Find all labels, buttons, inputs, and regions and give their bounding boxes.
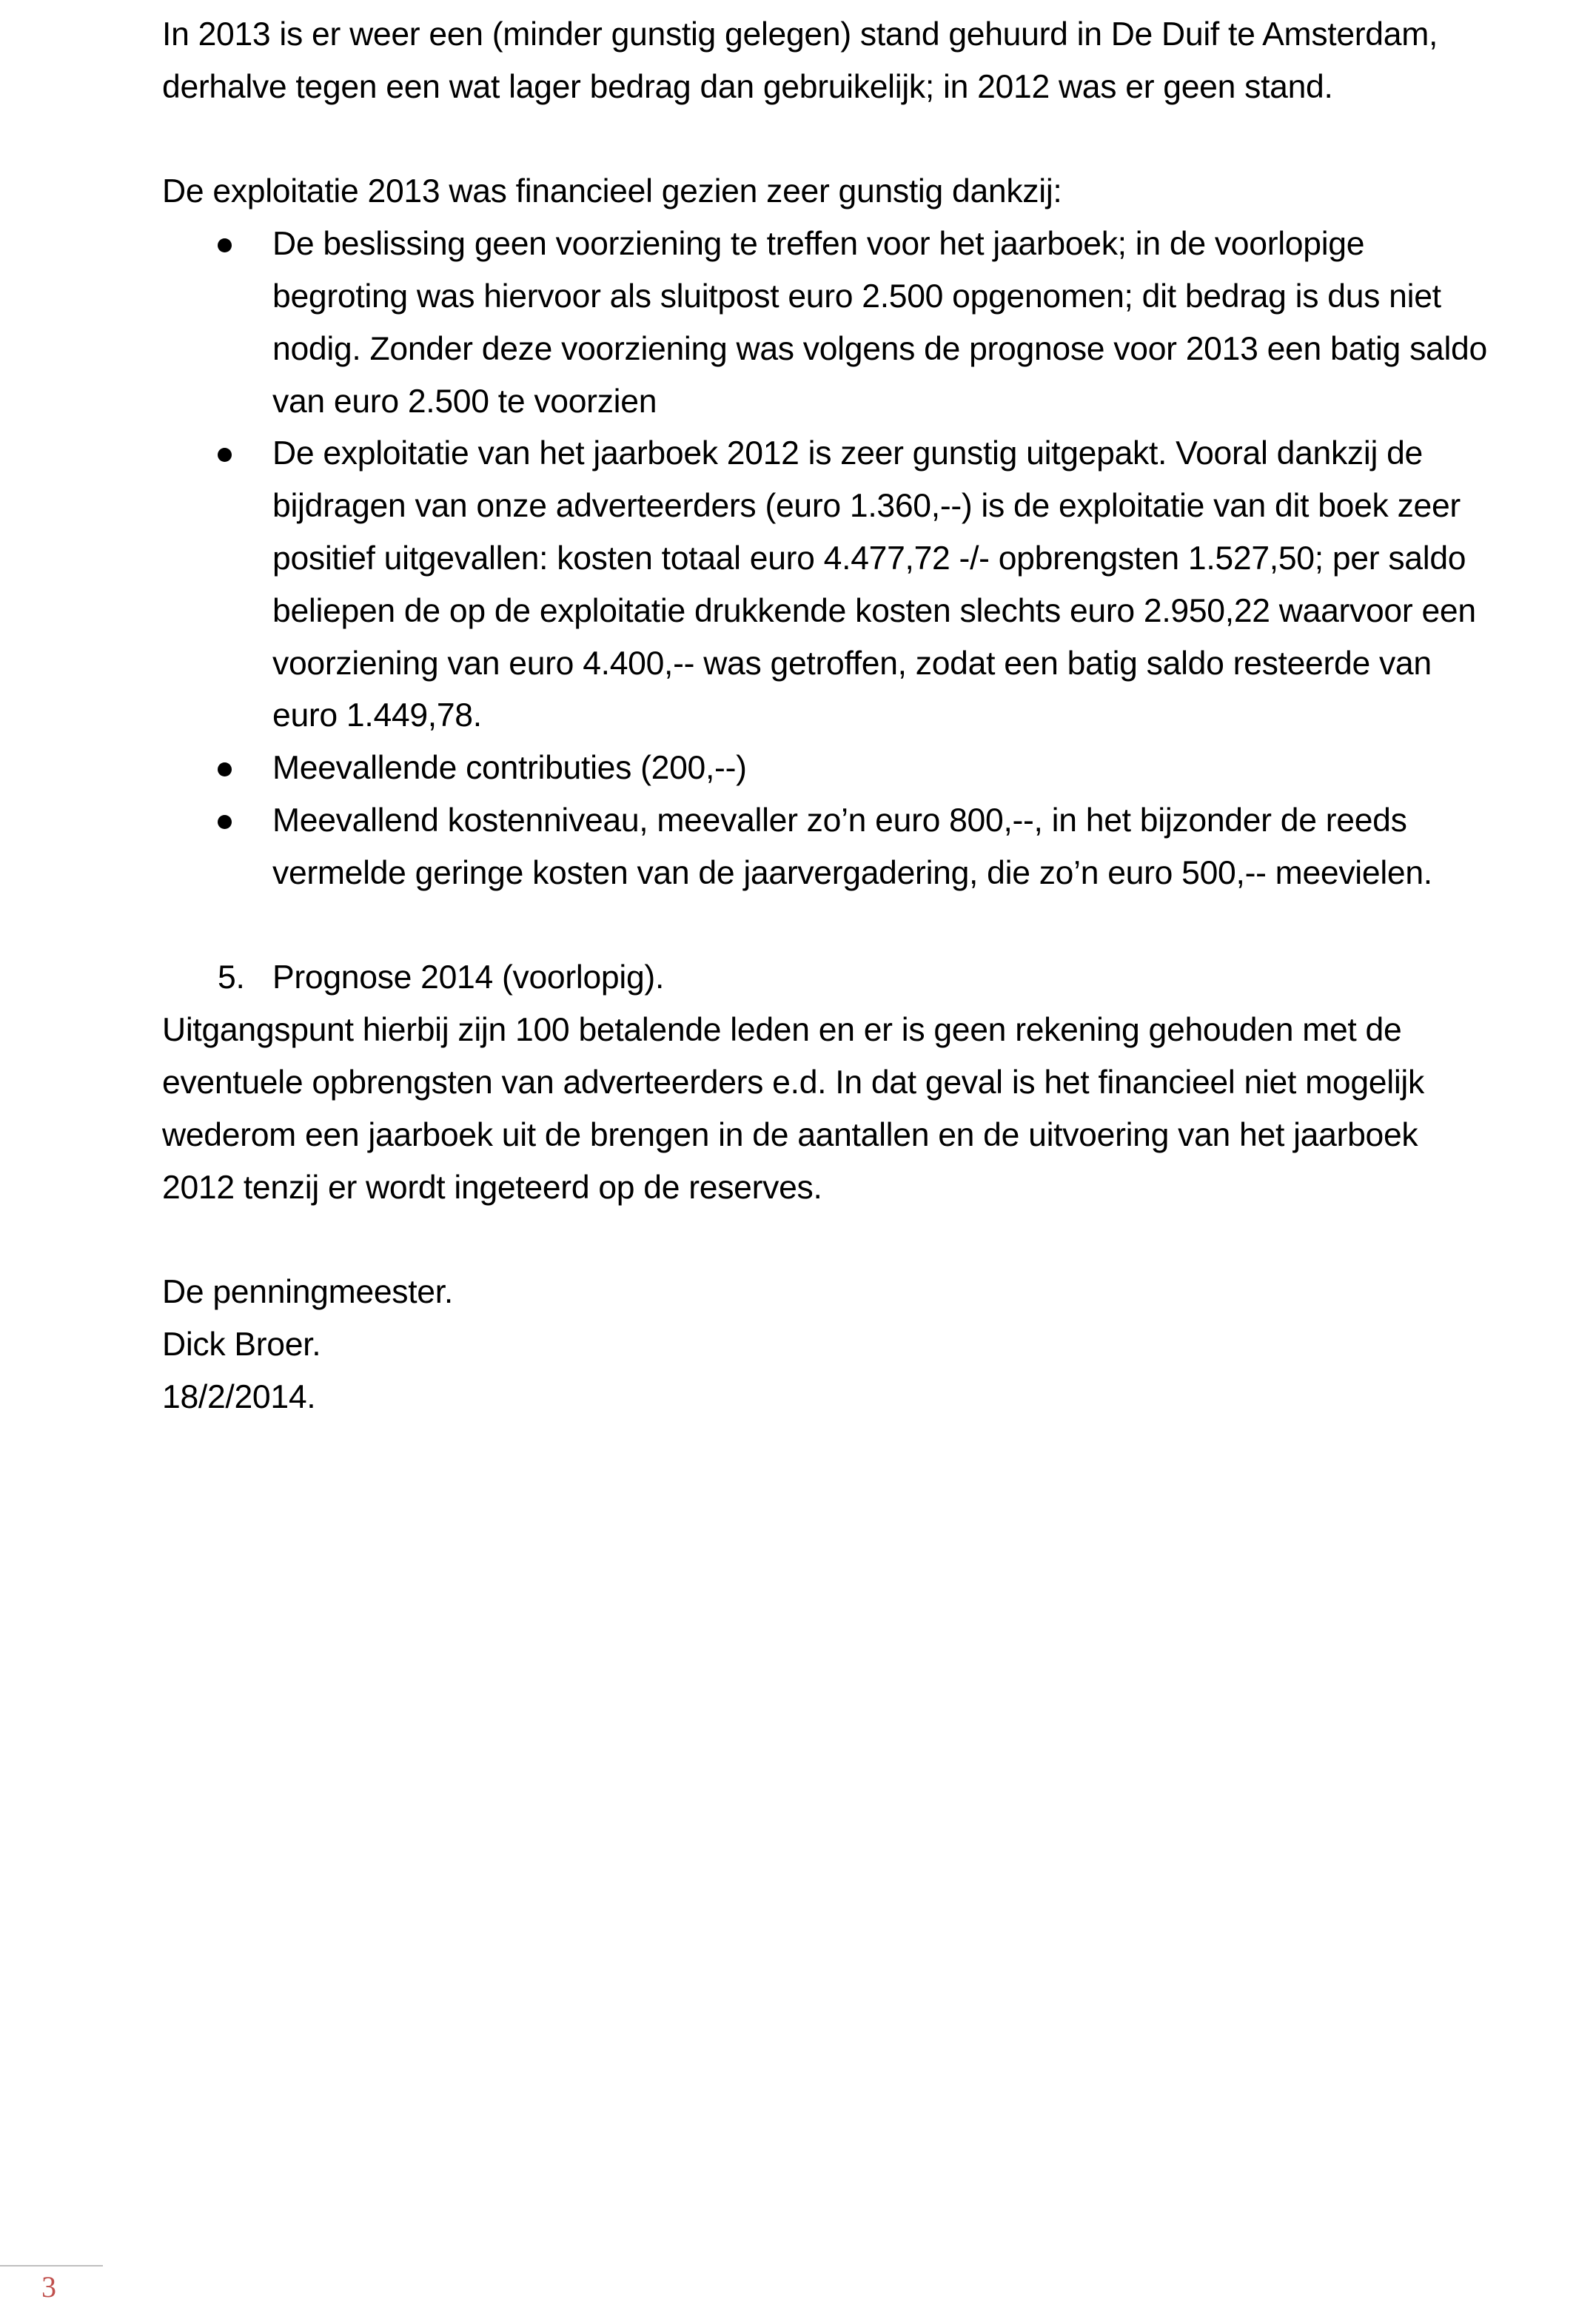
bullet-icon bbox=[218, 762, 232, 776]
bullet-line: voorziening van euro 4.400,-- was getroffen, zodat een batig saldo resteerde van bbox=[272, 645, 1432, 682]
paragraph-spacer bbox=[162, 114, 1554, 167]
intro-line: derhalve tegen een wat lager bedrag dan gebruikelijk; in 2012 was er geen stand. bbox=[162, 68, 1333, 105]
bullet-line: begroting was hiervoor als sluitpost euro 2.500 opgenomen; dit bedrag is dus niet bbox=[272, 278, 1441, 315]
signature-role: De penningmeester. bbox=[162, 1274, 453, 1311]
prognose-line: wederom een jaarboek uit de brengen in de aantallen en de uitvoering van het jaarboek bbox=[162, 1116, 1418, 1153]
prognose-line: Uitgangspunt hierbij zijn 100 betalende leden en er is geen rekening gehouden met de bbox=[162, 1012, 1402, 1049]
bullet-item bbox=[162, 795, 1554, 900]
intro-paragraph bbox=[162, 9, 1554, 114]
prognose-line: eventuele opbrengsten van adverteerders e.d. In dat geval is het financieel niet mogelijk bbox=[162, 1064, 1424, 1101]
bullet-line: positief uitgevallen: kosten totaal euro 4.477,72 -/- opbrengsten 1.527,50; per saldo bbox=[272, 540, 1466, 577]
paragraph-spacer bbox=[162, 900, 1554, 953]
bullet-line: De exploitatie van het jaarboek 2012 is zeer gunstig uitgepakt. Vooral dankzij de bbox=[272, 435, 1423, 472]
bullet-item bbox=[162, 428, 1554, 742]
bullet-line: De beslissing geen voorziening te treffen voor het jaarboek; in de voorlopige bbox=[272, 226, 1365, 263]
bullet-item bbox=[162, 742, 1554, 795]
prognose-section-heading bbox=[162, 952, 1554, 1004]
bullet-line: Meevallend kostenniveau, meevaller zo’n euro 800,--, in het bijzonder de reeds bbox=[272, 802, 1407, 839]
bullet-line: vermelde geringe kosten van de jaarvergadering, die zo’n euro 500,-- meevielen. bbox=[272, 854, 1432, 891]
bullet-line: nodig. Zonder deze voorziening was volgens de prognose voor 2013 een batig saldo bbox=[272, 330, 1487, 367]
bullet-line: euro 1.449,78. bbox=[272, 697, 482, 734]
prognose-line: 2012 tenzij er wordt ingeteerd op de reserves. bbox=[162, 1169, 822, 1206]
bullet-line: van euro 2.500 te voorzien bbox=[272, 383, 657, 420]
paragraph-spacer bbox=[162, 1214, 1554, 1266]
bullet-icon bbox=[218, 815, 232, 829]
exploitatie-heading: De exploitatie 2013 was financieel gezien zeer gunstig dankzij: bbox=[162, 173, 1062, 210]
bullet-line: bijdragen van onze adverteerders (euro 1.360,--) is de exploitatie van dit boek zeer bbox=[272, 488, 1461, 525]
exploitatie-bullet-list bbox=[162, 218, 1554, 899]
signature-date: 18/2/2014. bbox=[162, 1378, 316, 1415]
section-number: 5. bbox=[218, 959, 245, 996]
bullet-icon bbox=[218, 448, 232, 462]
signature-name: Dick Broer. bbox=[162, 1326, 321, 1363]
signature-block bbox=[162, 1266, 1554, 1423]
prognose-paragraph bbox=[162, 1004, 1554, 1214]
bullet-line: beliepen de op de exploitatie drukkende kosten slechts euro 2.950,22 waarvoor een bbox=[272, 592, 1476, 629]
bullet-line: Meevallende contributies (200,--) bbox=[272, 750, 747, 787]
footer-divider bbox=[0, 2265, 103, 2267]
intro-line: In 2013 is er weer een (minder gunstig gelegen) stand gehuurd in De Duif te Amsterdam, bbox=[162, 16, 1438, 53]
document-body bbox=[162, 9, 1554, 1424]
section-heading-text: Prognose 2014 (voorlopig). bbox=[272, 959, 665, 996]
bullet-item bbox=[162, 218, 1554, 428]
page-number: 3 bbox=[41, 2270, 56, 2304]
bullet-icon bbox=[218, 238, 232, 252]
